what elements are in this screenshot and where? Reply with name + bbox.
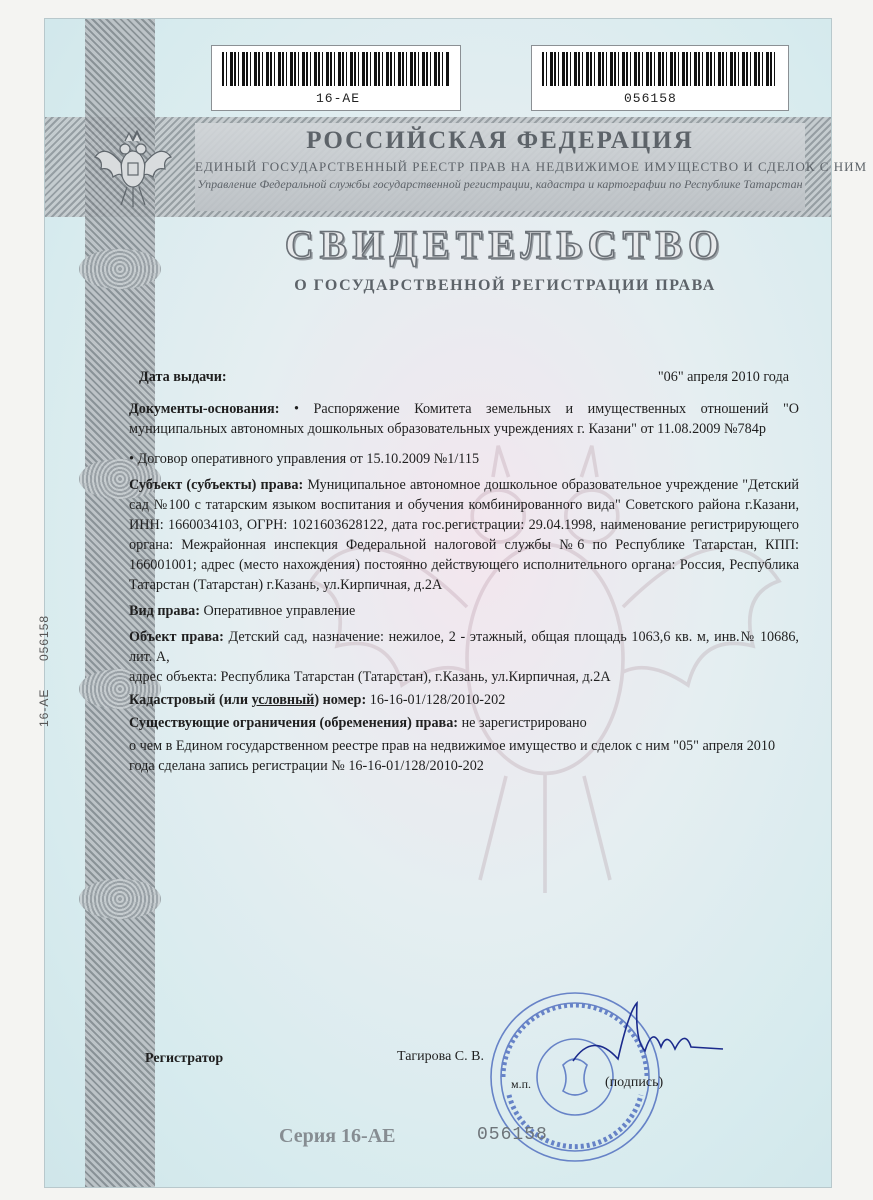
object-paragraph	[129, 627, 799, 667]
right-type-row	[129, 601, 799, 621]
barcode-left-number: 16-AE	[316, 91, 361, 106]
barcode-bars	[542, 52, 778, 86]
signature-label: (подпись)	[605, 1075, 664, 1090]
encumbrance-row	[129, 713, 799, 733]
band-ornament	[79, 249, 161, 289]
subject-label: Субъект (субъекты) права:	[129, 477, 304, 493]
barcode-right	[531, 45, 789, 111]
certificate-sheet	[37, 18, 868, 1188]
encumbrance-value: не зарегистрировано	[458, 715, 587, 731]
side-series-code: 16-АЕ	[37, 688, 51, 727]
object-label: Объект права:	[129, 629, 224, 645]
subject-text: Муниципальное автономное дошкольное образовательное учреждение "Детский сад №100 с татарским языком воспитания и обучения комбинированного вида" Советского района г.Казани, ИНН: 1660034103, ОГРН: 1021603628122, дата гос.регистрации: 29.04.1998, наименование регистрирующего органа: Межрайонная инспекция Федеральной налоговой службы №6 по Республике Татарстан, КПП: 166001001; адрес (место нахождения) постоянно действующего исполнительного органа: Россия, Республика Татарстан (Татарстан) г.Казань, ул.Кирпичная, д.2А	[129, 477, 799, 593]
side-series-number: 056158	[37, 614, 51, 661]
cadastral-label-c: ) номер:	[314, 692, 367, 708]
header-country: РОССИЙСКАЯ ФЕДЕРАЦИЯ	[306, 127, 694, 154]
document-title: СВИДЕТЕЛЬСТВО	[284, 222, 726, 267]
documents-text: • Распоряжение Комитета земельных и имущественных отношений "О муниципальных автономных дошкольных образовательных учреждениях г. Казани" от 11.08.2009 №784р	[129, 401, 799, 437]
signature-mark	[563, 991, 733, 1081]
issue-date-value: "06" апреля 2010 года	[657, 369, 789, 385]
cadastral-label-a: Кадастровый (или	[129, 692, 252, 708]
band-ornament	[79, 879, 161, 919]
series-label: Серия 16-АЕ	[279, 1125, 396, 1147]
certificate-body	[129, 367, 799, 776]
encumbrance-label: Существующие ограничения (обременения) права:	[129, 715, 459, 731]
barcode-bars	[222, 52, 450, 86]
documents-label: Документы-основания:	[129, 401, 280, 417]
series-number: 056158	[477, 1125, 548, 1145]
documents-paragraph	[129, 399, 799, 439]
subject-paragraph	[129, 475, 799, 595]
right-type-label: Вид права:	[129, 603, 200, 619]
record-paragraph: о чем в Едином государственном реестре прав на недвижимое имущество и сделок с ним "05" апреля 2010 года сделана запись регистрации № 16-16-01/128/2010-202	[129, 738, 776, 774]
stamp-place-label: м.п.	[511, 1077, 532, 1091]
issue-date-row	[129, 367, 799, 387]
registrar-name: Тагирова С. В.	[397, 1049, 484, 1064]
side-series	[37, 597, 57, 757]
header-registry: ЕДИНЫЙ ГОСУДАРСТВЕННЫЙ РЕЕСТР ПРАВ НА НЕДВИЖИМОЕ ИМУЩЕСТВО И СДЕЛОК С НИМ	[195, 159, 868, 174]
issue-date-label: Дата выдачи:	[139, 369, 227, 385]
document-subtitle: О ГОСУДАРСТВЕННОЙ РЕГИСТРАЦИИ ПРАВА	[294, 277, 716, 294]
barcode-right-number: 056158	[624, 91, 677, 106]
cadastral-row	[129, 690, 799, 710]
cadastral-value: 16-16-01/128/2010-202	[366, 692, 506, 708]
object-address: адрес объекта: Республика Татарстан (Татарстан), г.Казань, ул.Кирпичная, д.2А	[129, 669, 611, 685]
barcode-left	[211, 45, 461, 111]
cadastral-label-b: условный	[251, 692, 315, 708]
object-text: Детский сад, назначение: нежилое, 2 - этажный, общая площадь 1063,6 кв. м, инв.№ 10686, лит. А,	[129, 629, 799, 665]
registrar-label: Регистратор	[145, 1051, 224, 1066]
header-authority: Управление Федеральной службы государственной регистрации, кадастра и картографии по Республике Татарстан	[197, 177, 803, 191]
coat-of-arms-icon	[91, 125, 175, 211]
right-type-value: Оперативное управление	[200, 603, 356, 619]
documents-contract: • Договор оперативного управления от 15.10.2009 №1/115	[129, 451, 480, 467]
